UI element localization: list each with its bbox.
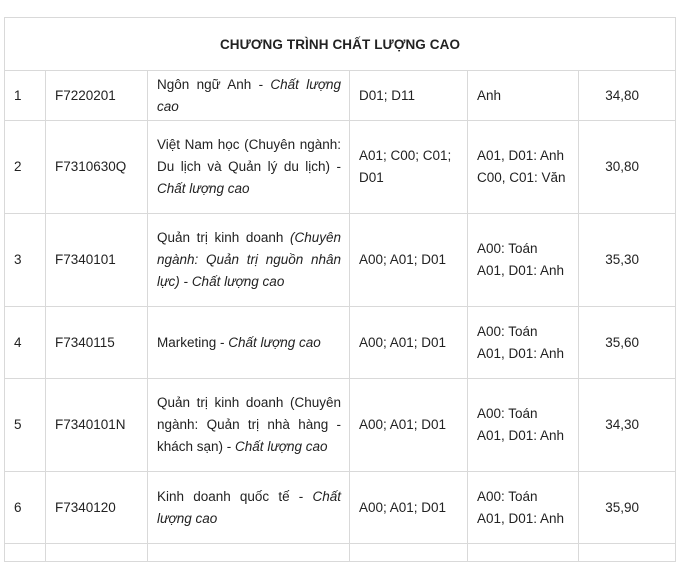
program-code: F7310630Q: [46, 121, 148, 214]
cutoff-score: 35,60: [579, 307, 676, 379]
subject-groups: A00; A01; D01: [350, 472, 468, 544]
program-code: F7340115: [46, 307, 148, 379]
subject-groups: A00; A01; D01: [350, 214, 468, 307]
weighted-subject-line: A01, D01: Anh: [477, 148, 565, 163]
empty-cell: [350, 544, 468, 562]
program-name-text: Kinh doanh quốc tế -: [157, 488, 313, 504]
program-code: F7220201: [46, 71, 148, 121]
table-row: [5, 307, 676, 379]
table-title: CHƯƠNG TRÌNH CHẤT LƯỢNG CAO: [5, 18, 676, 71]
table-row: [5, 121, 676, 214]
program-name: [148, 121, 350, 214]
weighted-subject: [468, 307, 579, 379]
program-name: [148, 472, 350, 544]
program-name: [148, 379, 350, 472]
weighted-subject-line: A00: Toán: [477, 488, 538, 504]
program-quality-label: Chất lượng cao: [157, 181, 250, 196]
program-name-separator: -: [179, 274, 192, 289]
program-code: F7340101: [46, 214, 148, 307]
program-quality-label: Chất lượng cao: [157, 488, 341, 526]
table-title-row: [5, 18, 676, 71]
table-row: [5, 472, 676, 544]
cutoff-score: 34,30: [579, 379, 676, 472]
row-index: 5: [5, 379, 46, 472]
weighted-subject-line: A00: Toán: [477, 241, 538, 256]
weighted-subject: [468, 379, 579, 472]
row-index: 1: [5, 71, 46, 121]
weighted-subject-line: A01, D01: Anh: [477, 263, 565, 278]
subject-groups: A00; A01; D01: [350, 307, 468, 379]
program-name-text: Ngôn ngữ Anh -: [157, 76, 271, 92]
cutoff-score: 35,30: [579, 214, 676, 307]
program-name-text: Quản trị kinh doanh (Chuyên ngành: Quản trị nhà hàng - khách sạn) -: [157, 395, 341, 454]
program-name: [148, 214, 350, 307]
row-index: 2: [5, 121, 46, 214]
empty-cell: [148, 544, 350, 562]
admission-table-container: [4, 17, 675, 562]
program-name: [148, 307, 350, 379]
program-quality-label: Chất lượng cao: [228, 334, 321, 350]
table-row: [5, 214, 676, 307]
weighted-subject: [468, 71, 579, 121]
weighted-subject: [468, 121, 579, 214]
subject-groups: D01; D11: [350, 71, 468, 121]
weighted-subject-line: A01, D01: Anh: [477, 345, 565, 361]
program-quality-label: Chất lượng cao: [191, 274, 285, 289]
row-index: 3: [5, 214, 46, 307]
program-name: [148, 71, 350, 121]
program-name-text: Quản trị kinh doanh: [157, 230, 290, 245]
subject-groups: A01; C00; C01; D01: [350, 121, 468, 214]
program-code: F7340101N: [46, 379, 148, 472]
empty-cell: [579, 544, 676, 562]
cutoff-score: 35,90: [579, 472, 676, 544]
empty-cell: [468, 544, 579, 562]
table-row: [5, 71, 676, 121]
empty-cell: [46, 544, 148, 562]
table-row: [5, 379, 676, 472]
admission-table: [4, 17, 676, 562]
weighted-subject-line: C00, C01: Văn: [477, 170, 566, 185]
cutoff-score: 34,80: [579, 71, 676, 121]
program-quality-label: Chất lượng cao: [235, 439, 328, 454]
subject-groups: A00; A01; D01: [350, 379, 468, 472]
program-specialization: (Chuyên ngành: Quản trị nguồn nhân lực): [157, 230, 341, 289]
weighted-subject-line: A00: Toán: [477, 406, 538, 421]
weighted-subject-line: A01, D01: Anh: [477, 510, 565, 526]
table-row-partial: [5, 544, 676, 562]
weighted-subject-line: A00: Toán: [477, 323, 538, 339]
row-index: 6: [5, 472, 46, 544]
weighted-subject: [468, 214, 579, 307]
row-index: 4: [5, 307, 46, 379]
empty-cell: [5, 544, 46, 562]
cutoff-score: 30,80: [579, 121, 676, 214]
program-quality-label: Chất lượng cao: [157, 76, 341, 114]
program-code: F7340120: [46, 472, 148, 544]
weighted-subject-line: Anh: [477, 87, 502, 103]
program-name-text: Việt Nam học (Chuyên ngành: Du lịch và Quản lý du lịch) -: [157, 137, 341, 174]
program-name-text: Marketing -: [157, 334, 229, 350]
weighted-subject: [468, 472, 579, 544]
weighted-subject-line: A01, D01: Anh: [477, 428, 565, 443]
